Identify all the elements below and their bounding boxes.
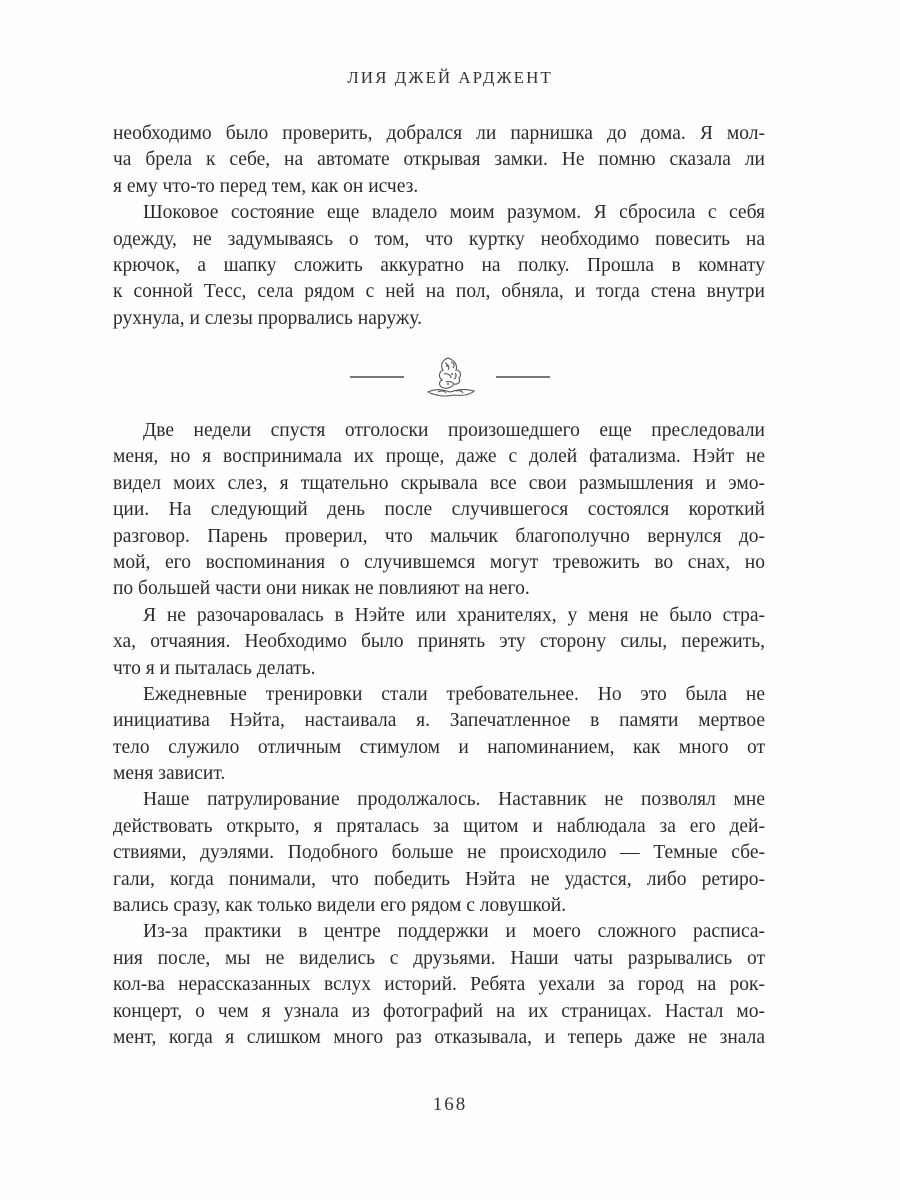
page-number: 168 bbox=[432, 1094, 468, 1115]
text-line: Ежедневные тренировки стали требовательнее. Но это была не bbox=[143, 683, 765, 705]
text-line: Из-за практики в центре поддержки и моего сложного расписа- bbox=[143, 921, 765, 943]
text-line: к сонной Тесс, села рядом с ней на пол, обняла, и тогда стена внутри bbox=[113, 281, 765, 303]
text-line: ствиями, дуэлями. Подобного больше не происходило — Темные сбе- bbox=[113, 842, 765, 864]
running-head-author: ЛИЯ ДЖЕЙ АРДЖЕНТ bbox=[347, 68, 553, 87]
ornament-rule-left bbox=[350, 376, 404, 378]
text-line: вались сразу, как только видели его рядом с ловушкой. bbox=[113, 895, 567, 917]
text-line: тело служило отличным стимулом и напоминанием, как много от bbox=[113, 736, 765, 758]
text-line: разговор. Парень проверил, что мальчик благополучно вернулся до- bbox=[113, 525, 765, 547]
text-line: видел моих слез, я тщательно скрывала все свои размышления и эмо- bbox=[113, 472, 765, 494]
text-line: мент, когда я слишком много раз отказывала, и теперь даже не знала bbox=[113, 1026, 765, 1048]
text-line: действовать открыто, я пряталась за щитом и наблюдала за его дей- bbox=[113, 815, 765, 837]
paragraph bbox=[113, 200, 765, 332]
paragraph bbox=[113, 603, 765, 682]
text-line: ча брела к себе, на автомате открывая замки. Не помню сказала ли bbox=[113, 149, 765, 171]
text-line: инициатива Нэйта, настаивала я. Запечатленное в памяти мертвое bbox=[113, 710, 765, 732]
text-section-1 bbox=[113, 121, 765, 332]
text-line: концерт, о чем я узнала из фотографий на их страницах. Настал мо- bbox=[113, 1000, 765, 1022]
text-line: я ему что-то перед тем, как он исчез. bbox=[113, 175, 419, 197]
text-line: кол-ва нерассказанных вслух историй. Ребята уехали за город на рок- bbox=[113, 974, 765, 996]
paragraph bbox=[113, 919, 765, 1051]
text-section-2 bbox=[113, 418, 765, 1051]
text-line: Две недели спустя отголоски произошедшего еще преследовали bbox=[143, 420, 765, 441]
text-line: Шоковое состояние еще владело моим разумом. Я сбросила с себя bbox=[143, 202, 765, 224]
text-line: мой, его воспоминания о случившемся могут тревожить во снах, но bbox=[113, 551, 765, 573]
text-line: одежду, не задумываясь о том, что куртку необходимо повесить на bbox=[113, 228, 765, 250]
text-line: гали, когда понимали, что победить Нэйта не удастся, либо ретиро- bbox=[113, 868, 765, 890]
text-line: рухнула, и слезы прорвались наружу. bbox=[113, 307, 423, 329]
text-line: ции. На следующий день после случившегося состоялся короткий bbox=[113, 499, 765, 521]
text-line: по большей части они никак не повлияют на него. bbox=[113, 578, 530, 600]
decorative-dragon-vignette-icon bbox=[418, 354, 482, 400]
text-line: Я не разочаровалась в Нэйте или хранителях, у меня не было стра- bbox=[143, 604, 765, 626]
text-line: что я и пыталась делать. bbox=[113, 657, 316, 679]
text-line: ния после, мы не виделись с друзьями. Наши чаты разрывались от bbox=[113, 947, 765, 969]
text-line: меня, но я воспринимала их проще, даже с долей фатализма. Нэйт не bbox=[113, 446, 765, 468]
ornament-rule-right bbox=[496, 376, 550, 378]
paragraph bbox=[113, 418, 765, 603]
text-line: крючок, а шапку сложить аккуратно на полку. Прошла в комнату bbox=[113, 254, 765, 276]
text-line: необходимо было проверить, добрался ли парнишка до дома. Я мол- bbox=[113, 123, 765, 144]
text-line: Наше патрулирование продолжалось. Наставник не позволял мне bbox=[143, 789, 765, 811]
paragraph bbox=[113, 121, 765, 200]
paragraph bbox=[113, 682, 765, 788]
text-line: ха, отчаяния. Необходимо было принять эту сторону силы, пережить, bbox=[113, 631, 765, 653]
section-break-ornament bbox=[0, 352, 900, 402]
paragraph bbox=[113, 787, 765, 919]
text-line: меня зависит. bbox=[113, 763, 226, 785]
